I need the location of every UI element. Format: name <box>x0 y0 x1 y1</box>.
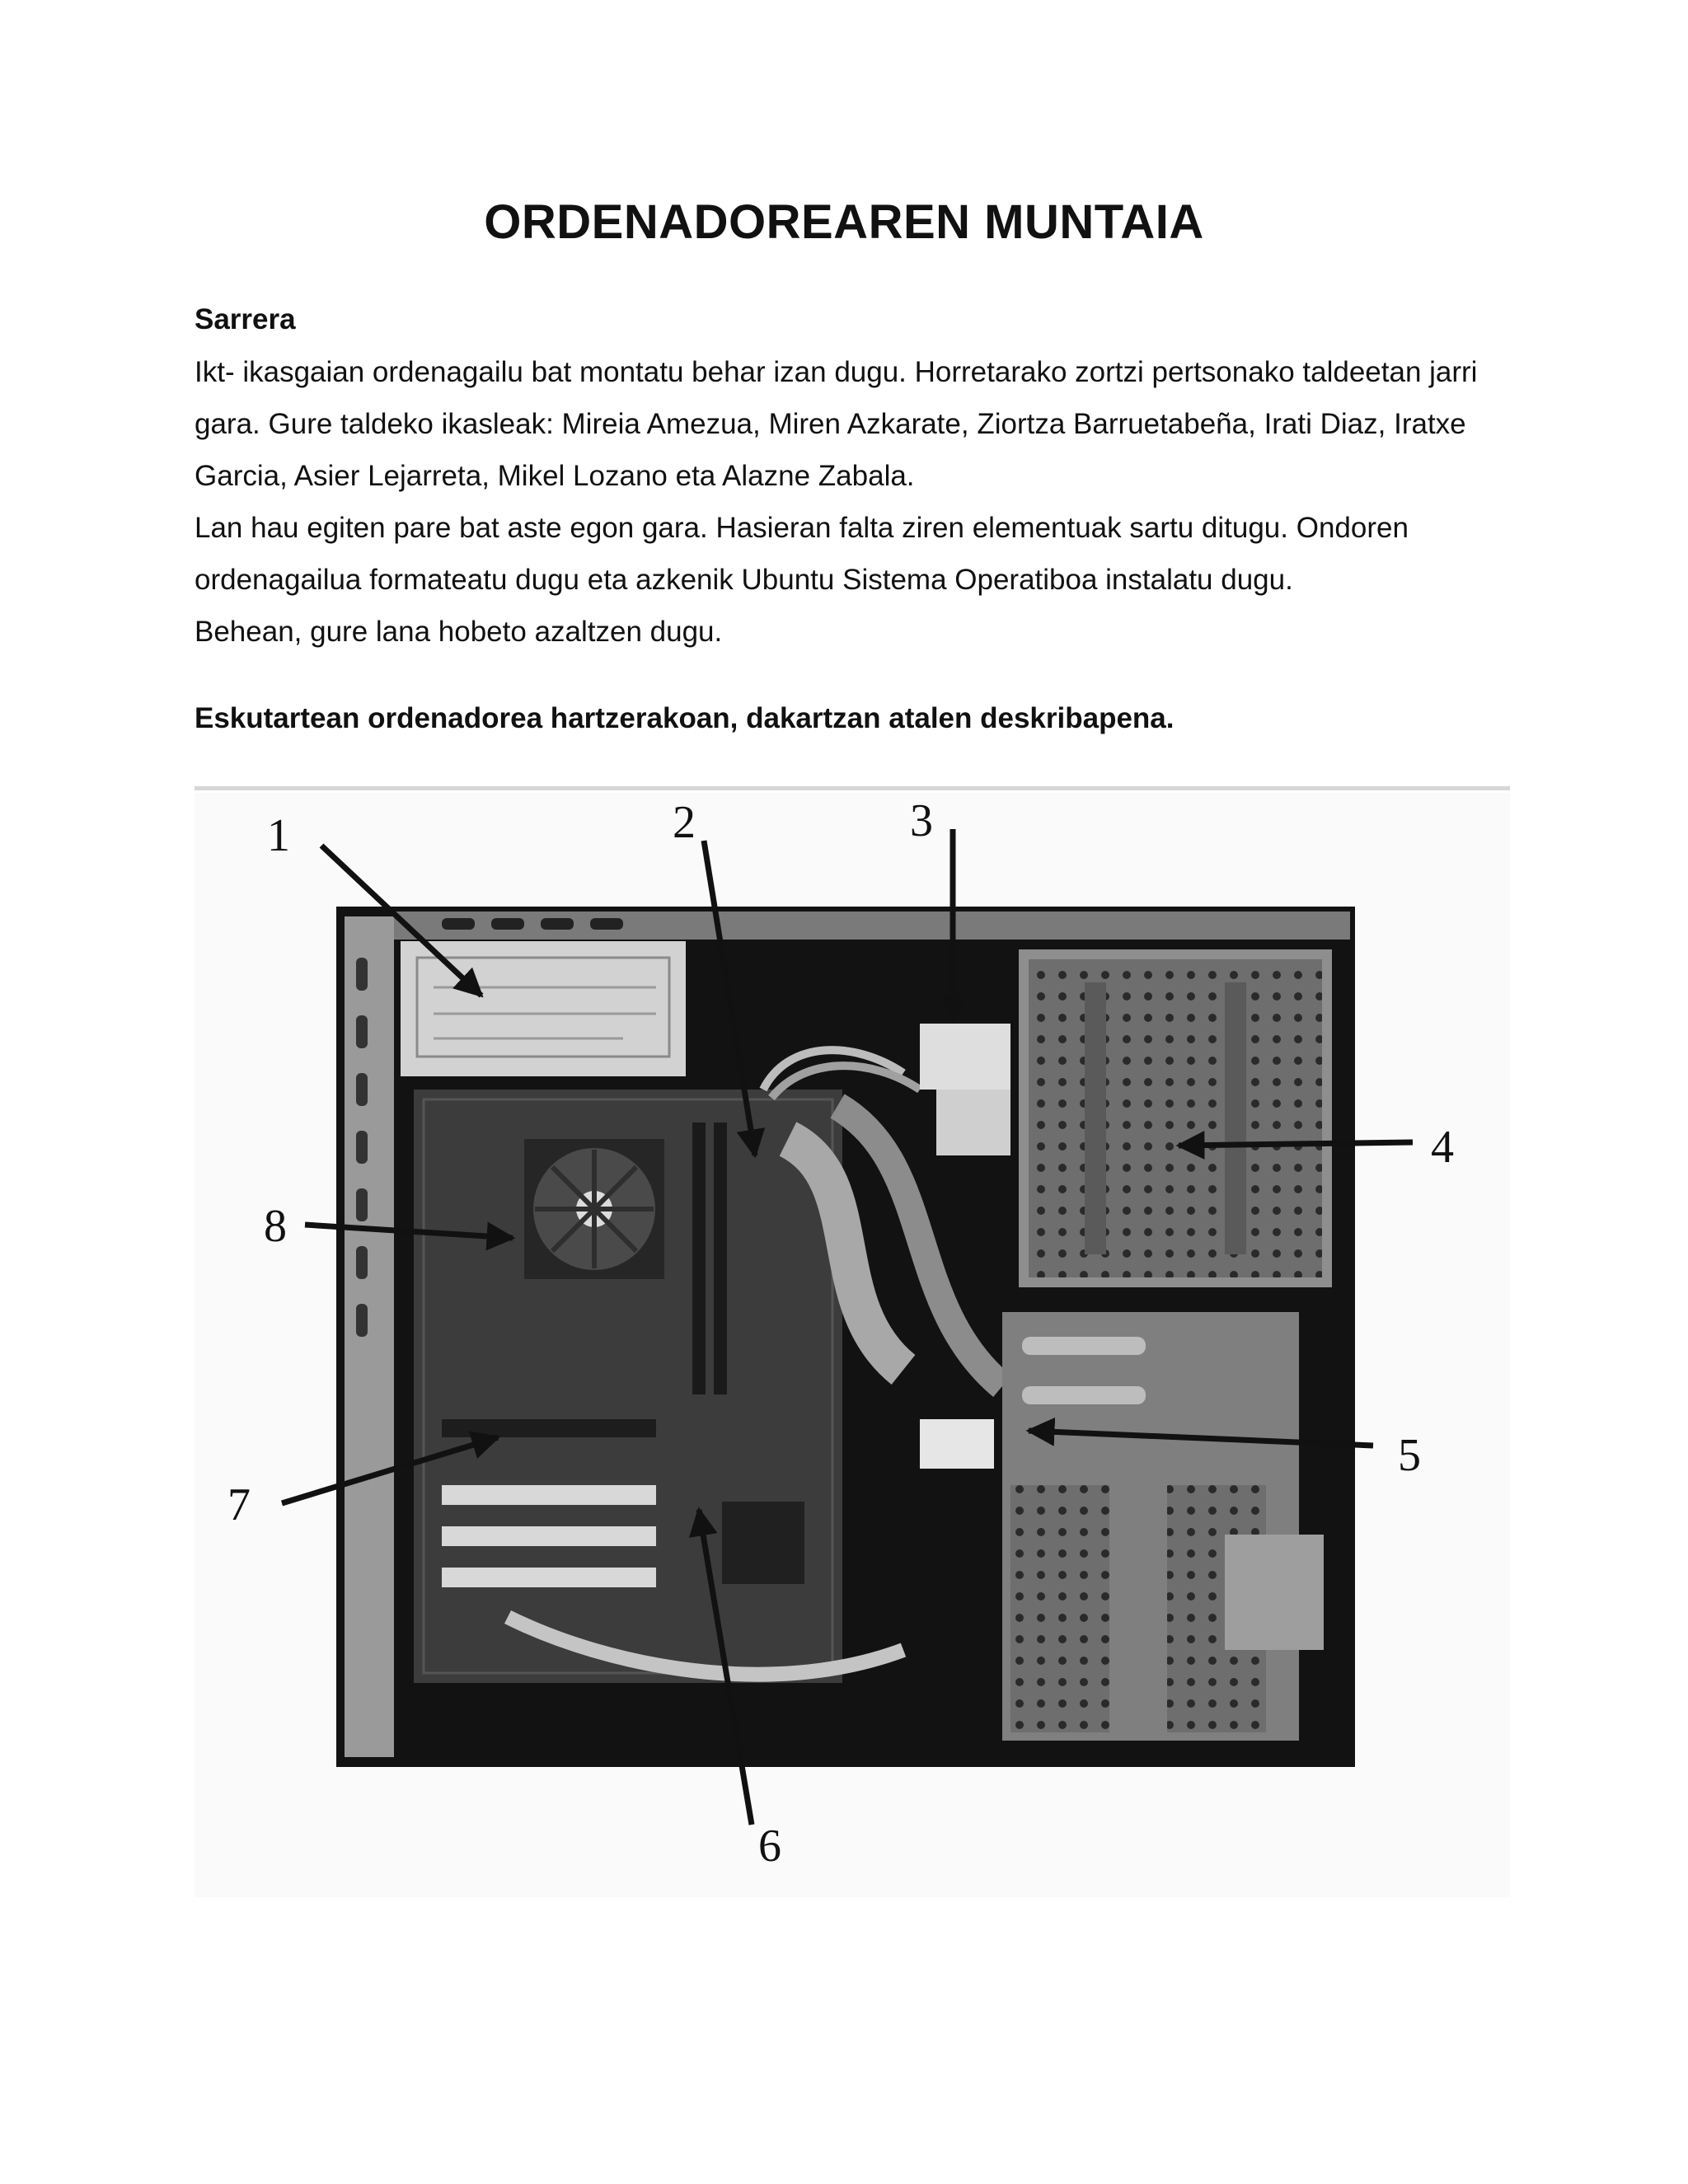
arrow-4 <box>1179 1142 1413 1146</box>
callout-4: 4 <box>1431 1122 1454 1173</box>
case-photo <box>336 907 1355 1767</box>
intro-paragraph-3: Behean, gure lana hobeto azaltzen dugu. <box>195 616 723 648</box>
callout-7: 7 <box>227 1479 251 1530</box>
computer-interior-illustration <box>195 793 1510 1897</box>
intro-paragraph-1: Ikt- ikasgaian ordenagailu bat montatu behar izan dugu. Horretarako zortzi pertsonako taldeetan jarri gara. Gure taldeko ikasleak: Mireia Amezua, Miren Azkarate, Ziortza Barruetabeña, Irati Diaz, Iratxe Garcia, Asier Lejarreta, Mikel Lozano eta Alazne Zabala. <box>195 356 1478 492</box>
callout-8: 8 <box>264 1201 287 1252</box>
callout-6: 6 <box>758 1821 781 1872</box>
callout-3: 3 <box>910 795 933 846</box>
intro-body <box>195 346 1513 658</box>
section-heading: Eskutartean ordenadorea hartzerakoan, dakartzan atalen deskribapena. <box>195 702 1175 734</box>
computer-case-figure <box>195 793 1510 1897</box>
page-title: ORDENADOREAREN MUNTAIA <box>484 195 1204 249</box>
intro-paragraph-2: Lan hau egiten pare bat aste egon gara. Hasieran falta ziren elementuak sartu ditugu. Ondoren ordenagailua formateatu dugu eta azkenik Ubuntu Sistema Operatiboa instalatu dugu. <box>195 512 1409 596</box>
intro-heading: Sarrera <box>195 303 296 335</box>
callout-2: 2 <box>673 797 696 848</box>
callout-1: 1 <box>267 810 290 861</box>
callout-5: 5 <box>1398 1430 1421 1481</box>
divider <box>195 786 1510 790</box>
